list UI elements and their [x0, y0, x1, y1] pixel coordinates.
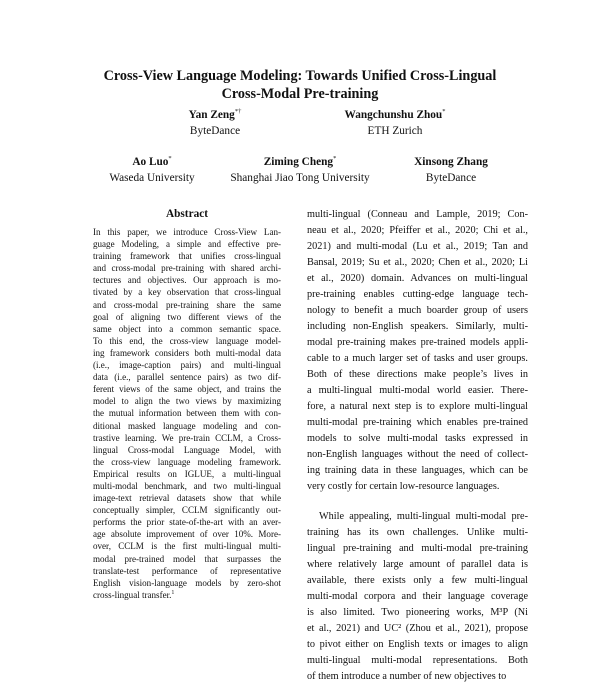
body-line: While appealing, multi-lingual multi-modal pre-	[319, 511, 528, 522]
abstract-line: training framework that unifies cross-lingual	[93, 251, 281, 262]
body-line: very costly for certain low-resource languages.	[307, 481, 500, 492]
body-line: to pivot either on English texts or images to align	[307, 639, 528, 650]
body-line: neau et al., 2020; Pfeiffer et al., 2020; Chi et al.,	[307, 225, 528, 236]
abstract-line: English vision-language models by zero-shot	[93, 577, 281, 588]
author-ziming-cheng	[220, 154, 380, 186]
body-line: 2021) and multi-modal (Lu et al., 2019; Tan and	[307, 241, 528, 252]
body-line: multi-modal corpora and their language coverage	[307, 591, 528, 602]
body-line: is also limited. Two pioneering works, M³P (Ni	[307, 607, 528, 618]
author-name: Yan Zeng	[188, 109, 235, 121]
body-line: models to solve multi-modal tasks expressed in	[307, 433, 528, 444]
author-mark: *	[168, 155, 172, 162]
abstract-line: Empirical results on IGLUE, a multi-lingual	[93, 468, 281, 479]
body-line: et al., 2021) and UC² (Zhou et al., 2021), propose	[307, 623, 528, 634]
abstract-line: performs the prior state-of-the-art with an aver-	[93, 517, 281, 528]
body-line: cable to a much larger set of tasks and user groups.	[307, 353, 528, 364]
author-xinsong-zhang	[396, 154, 506, 186]
abstract-line: and cross-modal pre-training with shared archi-	[93, 263, 281, 274]
abstract-line: trastive learning. We pre-train CCLM, a Cross-	[93, 432, 281, 443]
body-line: Both of these directions make people’s lives in	[307, 369, 528, 380]
body-line: fore, a natural next step is to explore multi-lingual	[307, 401, 528, 412]
body-line: multi-lingual (Conneau and Lample, 2019; Con-	[307, 209, 528, 220]
abstract-line: model to align the two views by maximizing	[93, 396, 281, 407]
body-line: multi-lingual multi-modal representations. Both	[307, 655, 528, 666]
body-line: multi-modal pre-training which enables pre-trained	[307, 417, 528, 428]
body-line: non-English languages without the need of collect-	[307, 449, 528, 460]
body-line: available, there exists only a few multi-lingual	[307, 575, 528, 586]
body-line: a multi-lingual multi-modal world easier. There-	[307, 385, 528, 396]
abstract-line: same object into a common semantic space.	[93, 323, 281, 334]
author-mark: *	[333, 155, 337, 162]
title-line-1: Cross-View Language Modeling: Towards Unified Cross-Lingual	[103, 68, 497, 84]
body-line: lingual pre-training and multi-modal pre-training	[307, 543, 528, 554]
author-affiliation: ByteDance	[189, 125, 241, 137]
abstract-line: multi-modal benchmark, and two multi-lingual	[93, 480, 281, 491]
abstract-line: tivated by a key observation that cross-lingual	[93, 287, 281, 298]
abstract-line: ing framework considers both multi-modal data	[93, 347, 281, 358]
abstract-line: tectures and objectives. Our approach is mo-	[93, 275, 281, 286]
abstract-line: the mutual information between them with con-	[93, 408, 281, 419]
paper-title	[60, 67, 540, 103]
body-line: of them introduce a number of new objectives to	[307, 671, 507, 682]
abstract-line: cross-lingual transfer.$^1$	[93, 589, 175, 600]
author-affiliation: Waseda University	[109, 172, 195, 184]
author-mark: *	[442, 108, 446, 115]
author-affiliation: ETH Zurich	[367, 125, 423, 137]
title-line-2: Cross-Modal Pre-training	[221, 86, 379, 102]
abstract-line: goal of aligning two different views of the	[93, 311, 281, 322]
abstract-line: and cross-modal pre-training share the same	[93, 299, 281, 310]
abstract-line: conceptually simpler, CCLM significantly out-	[93, 505, 281, 516]
abstract-line: guage Modeling, a simple and effective pre-	[93, 239, 281, 250]
abstract-line: age absolute improvement of over 10%. More-	[93, 529, 281, 540]
body-line: where relatively large amount of parallel data is	[307, 559, 528, 570]
author-name: Ao Luo	[132, 156, 169, 168]
abstract-line: image-text retrieval datasets show that while	[93, 493, 281, 504]
abstract-line: lingual Cross-modal Language Model, with	[93, 444, 281, 455]
author-ao-luo	[92, 154, 212, 186]
author-wangchunshu-zhou	[330, 107, 460, 139]
author-mark: *†	[234, 108, 242, 115]
abstract-line: In this paper, we introduce Cross-View Lan-	[93, 227, 281, 237]
body-line: pre-training enables cutting-edge language tech-	[307, 289, 528, 300]
author-name: Ziming Cheng	[263, 156, 334, 168]
body-line: training has its own challenges. Unlike multi-	[307, 527, 528, 538]
abstract-heading: Abstract	[165, 208, 209, 220]
abstract-text	[93, 226, 281, 601]
author-name: Xinsong Zhang	[414, 156, 488, 168]
author-name: Wangchunshu Zhou	[344, 109, 443, 121]
body-line: ing training data in these languages, which can be	[307, 465, 528, 476]
abstract-line: (i.e., image-caption pairs) and multi-lingual	[93, 360, 281, 371]
abstract-line: To this end, the cross-view language model-	[93, 335, 281, 346]
footnote-mark: 1	[171, 589, 175, 596]
author-affiliation: Shanghai Jiao Tong University	[230, 172, 370, 184]
body-line: nology to benefit a much boarder group of users	[307, 305, 528, 316]
abstract-line: data (i.e., parallel sentence pairs) as two dif-	[93, 372, 281, 383]
author-affiliation: ByteDance	[425, 172, 477, 184]
body-column	[307, 207, 528, 685]
body-line: including non-English speakers. Similarly, multi-	[307, 321, 528, 332]
abstract-line: ditional masked language modeling and con-	[93, 420, 281, 431]
abstract-line: the cross-view language modeling framework.	[93, 456, 281, 467]
body-line: Bansal, 2019; Su et al., 2020; Chen et al., 2020; Li	[307, 257, 528, 268]
body-line: et al., 2020) domain. Advances on multi-lingual	[307, 273, 528, 284]
author-yan-zeng	[160, 107, 270, 139]
body-line: modal pre-training makes pre-trained models appli-	[307, 337, 528, 348]
abstract-line: translate-test performance of representative	[93, 565, 281, 576]
abstract-line: over, CCLM is the first multi-lingual multi-	[93, 541, 281, 552]
abstract-line: modal pre-trained model that surpasses the	[93, 553, 281, 564]
abstract-line: ferent views of the same object, and trains the	[93, 384, 281, 395]
